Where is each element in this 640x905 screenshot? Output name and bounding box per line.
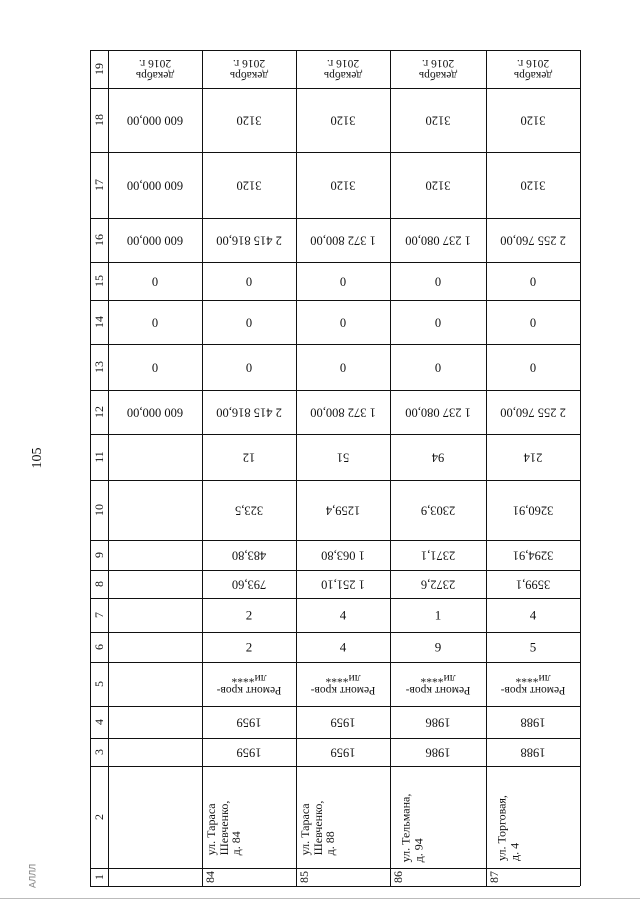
table-hline [90, 662, 580, 663]
cell-col17: 3120 [236, 178, 262, 193]
cell-area-residential: 323,5 [234, 503, 264, 518]
table-hline [90, 50, 580, 51]
cell-deadline: декабрь 2016 г. [418, 57, 458, 82]
column-number: 7 [92, 612, 106, 618]
cell-area-premises: 3294,91 [512, 548, 554, 563]
cell-residents: 94 [431, 450, 445, 465]
cell-col16: 2 255 760,00 [500, 233, 566, 248]
table-vline [90, 50, 91, 886]
cell-area-residential: 3260,91 [512, 503, 554, 518]
column-number: 2 [92, 814, 106, 820]
table-vline [296, 50, 297, 886]
cell-residents: 51 [336, 450, 350, 465]
cell-col16: 1 237 080,00 [405, 233, 471, 248]
table-hline [90, 598, 580, 599]
cell-number: 86 [391, 871, 405, 883]
cell-address: ул. Торговая, д. 4 [494, 795, 521, 861]
table-hline [90, 152, 580, 153]
cell-area-total: 793,60 [231, 577, 267, 592]
cell-work-type: Ремонт кров- ли**** [405, 672, 471, 697]
cell-residents: 214 [523, 450, 543, 465]
cell-col13: 0 [529, 360, 537, 375]
cell-total-cost: 2 415 816,00 [216, 405, 282, 420]
cell-col18: 3120 [236, 113, 262, 128]
cell-col15: 0 [434, 274, 442, 289]
cell-area-premises: 2371,1 [420, 548, 456, 563]
cell-area-total: 2372,6 [420, 577, 456, 592]
table-hline [90, 88, 580, 89]
cell-work-type: Ремонт кров- ли**** [500, 672, 566, 697]
column-number: 17 [92, 179, 106, 191]
cell-work-type: Ремонт кров- ли**** [310, 672, 376, 697]
column-number: 12 [92, 406, 106, 418]
cell-col17: 600 000,00 [126, 178, 184, 193]
cell-area-residential: 2303,9 [420, 503, 456, 518]
column-number: 6 [92, 644, 106, 650]
cell-deadline: декабрь 2016 г. [323, 57, 363, 82]
cell-number: 87 [487, 871, 501, 883]
table-vline [108, 50, 109, 886]
cell-year-commissioned: 1959 [236, 715, 262, 730]
page-bottom-rule [0, 898, 640, 899]
table-hline [90, 300, 580, 301]
cell-entrances: 4 [529, 607, 537, 623]
table-hline [90, 868, 580, 869]
cell-col18: 3120 [425, 113, 451, 128]
cell-col14: 0 [434, 315, 442, 330]
table-hline [90, 480, 580, 481]
cell-col17: 3120 [330, 178, 356, 193]
cell-address: ул. Тельмана, д. 94 [398, 793, 425, 863]
cell-col13: 0 [339, 360, 347, 375]
table-vline [390, 50, 391, 886]
cell-col16: 2 415 816,00 [216, 233, 282, 248]
cell-col17: 3120 [425, 178, 451, 193]
cell-year-built: 1988 [520, 745, 546, 760]
cell-year-commissioned: 1986 [425, 715, 451, 730]
table-hline [90, 766, 580, 767]
cell-area-total: 1 251,10 [321, 577, 365, 592]
column-number: 13 [92, 361, 106, 373]
column-number: 16 [92, 234, 106, 246]
cell-area-premises: 1 063,80 [321, 548, 365, 563]
table-hline [90, 262, 580, 263]
column-number: 8 [92, 581, 106, 587]
table-hline [90, 632, 580, 633]
cell-year-built: 1986 [425, 745, 451, 760]
cell-col13: 0 [151, 360, 159, 375]
cell-year-built: 1959 [330, 745, 356, 760]
cell-col14: 0 [339, 315, 347, 330]
cell-col13: 0 [434, 360, 442, 375]
cell-year-commissioned: 1988 [520, 715, 546, 730]
column-number: 9 [92, 552, 106, 558]
cell-col17: 3120 [520, 178, 546, 193]
cell-year-built: 1959 [236, 745, 262, 760]
column-number: 5 [92, 681, 106, 687]
page-number: 105 [30, 447, 45, 469]
table-hline [90, 390, 580, 391]
cell-entrances: 1 [434, 607, 442, 623]
cell-col14: 0 [529, 315, 537, 330]
column-number: 18 [92, 114, 106, 126]
table-hline [90, 706, 580, 707]
table-hline [90, 434, 580, 435]
cell-col18: 600 000,00 [126, 113, 184, 128]
cell-deadline: декабрь 2016 г. [513, 57, 553, 82]
column-number: 11 [92, 451, 106, 463]
table-hline [90, 738, 580, 739]
cell-number: 84 [203, 871, 217, 883]
cell-entrances: 2 [245, 607, 253, 623]
corner-mark: АЛЛЛ [28, 863, 40, 889]
cell-floors: 2 [245, 639, 253, 655]
cell-deadline: декабрь 2016 г. [229, 57, 269, 82]
table-vline [202, 50, 203, 886]
cell-address: ул. Тараса Шевченко, д. 88 [298, 800, 338, 856]
cell-col15: 0 [151, 274, 159, 289]
cell-total-cost: 2 255 760,00 [500, 405, 566, 420]
cell-year-commissioned: 1959 [330, 715, 356, 730]
column-number: 19 [92, 63, 106, 75]
cell-floors: 9 [434, 639, 442, 655]
cell-residents: 12 [242, 450, 256, 465]
cell-col16: 600 000,00 [126, 233, 184, 248]
cell-col16: 1 372 800,00 [310, 233, 376, 248]
cell-col15: 0 [529, 274, 537, 289]
cell-deadline: декабрь 2016 г. [135, 57, 175, 82]
table-vline [580, 50, 581, 886]
cell-col15: 0 [245, 274, 253, 289]
cell-col14: 0 [151, 315, 159, 330]
cell-col15: 0 [339, 274, 347, 289]
cell-col14: 0 [245, 315, 253, 330]
cell-floors: 4 [339, 639, 347, 655]
cell-col13: 0 [245, 360, 253, 375]
cell-work-type: Ремонт кров- ли**** [216, 672, 282, 697]
column-number: 15 [92, 275, 106, 287]
column-number: 14 [92, 316, 106, 328]
cell-total-cost: 1 237 080,00 [405, 405, 471, 420]
table-hline [90, 570, 580, 571]
cell-area-premises: 483,80 [231, 548, 267, 563]
column-number: 1 [92, 874, 106, 880]
cell-entrances: 4 [339, 607, 347, 623]
table-hline [90, 344, 580, 345]
cell-area-residential: 1259,4 [325, 503, 361, 518]
cell-col18: 3120 [330, 113, 356, 128]
table-hline [90, 218, 580, 219]
table-hline [90, 886, 580, 887]
cell-area-total: 3599,1 [515, 577, 551, 592]
cell-col18: 3120 [520, 113, 546, 128]
column-number: 10 [92, 504, 106, 516]
cell-address: ул. Тараса Шевченко, д. 84 [204, 800, 244, 856]
cell-floors: 5 [529, 639, 537, 655]
column-number: 4 [92, 719, 106, 725]
table-hline [90, 540, 580, 541]
cell-total-cost: 1 372 800,00 [310, 405, 376, 420]
column-number: 3 [92, 749, 106, 755]
table-vline [486, 50, 487, 886]
cell-total-cost: 600 000,00 [126, 405, 184, 420]
cell-number: 85 [297, 871, 311, 883]
